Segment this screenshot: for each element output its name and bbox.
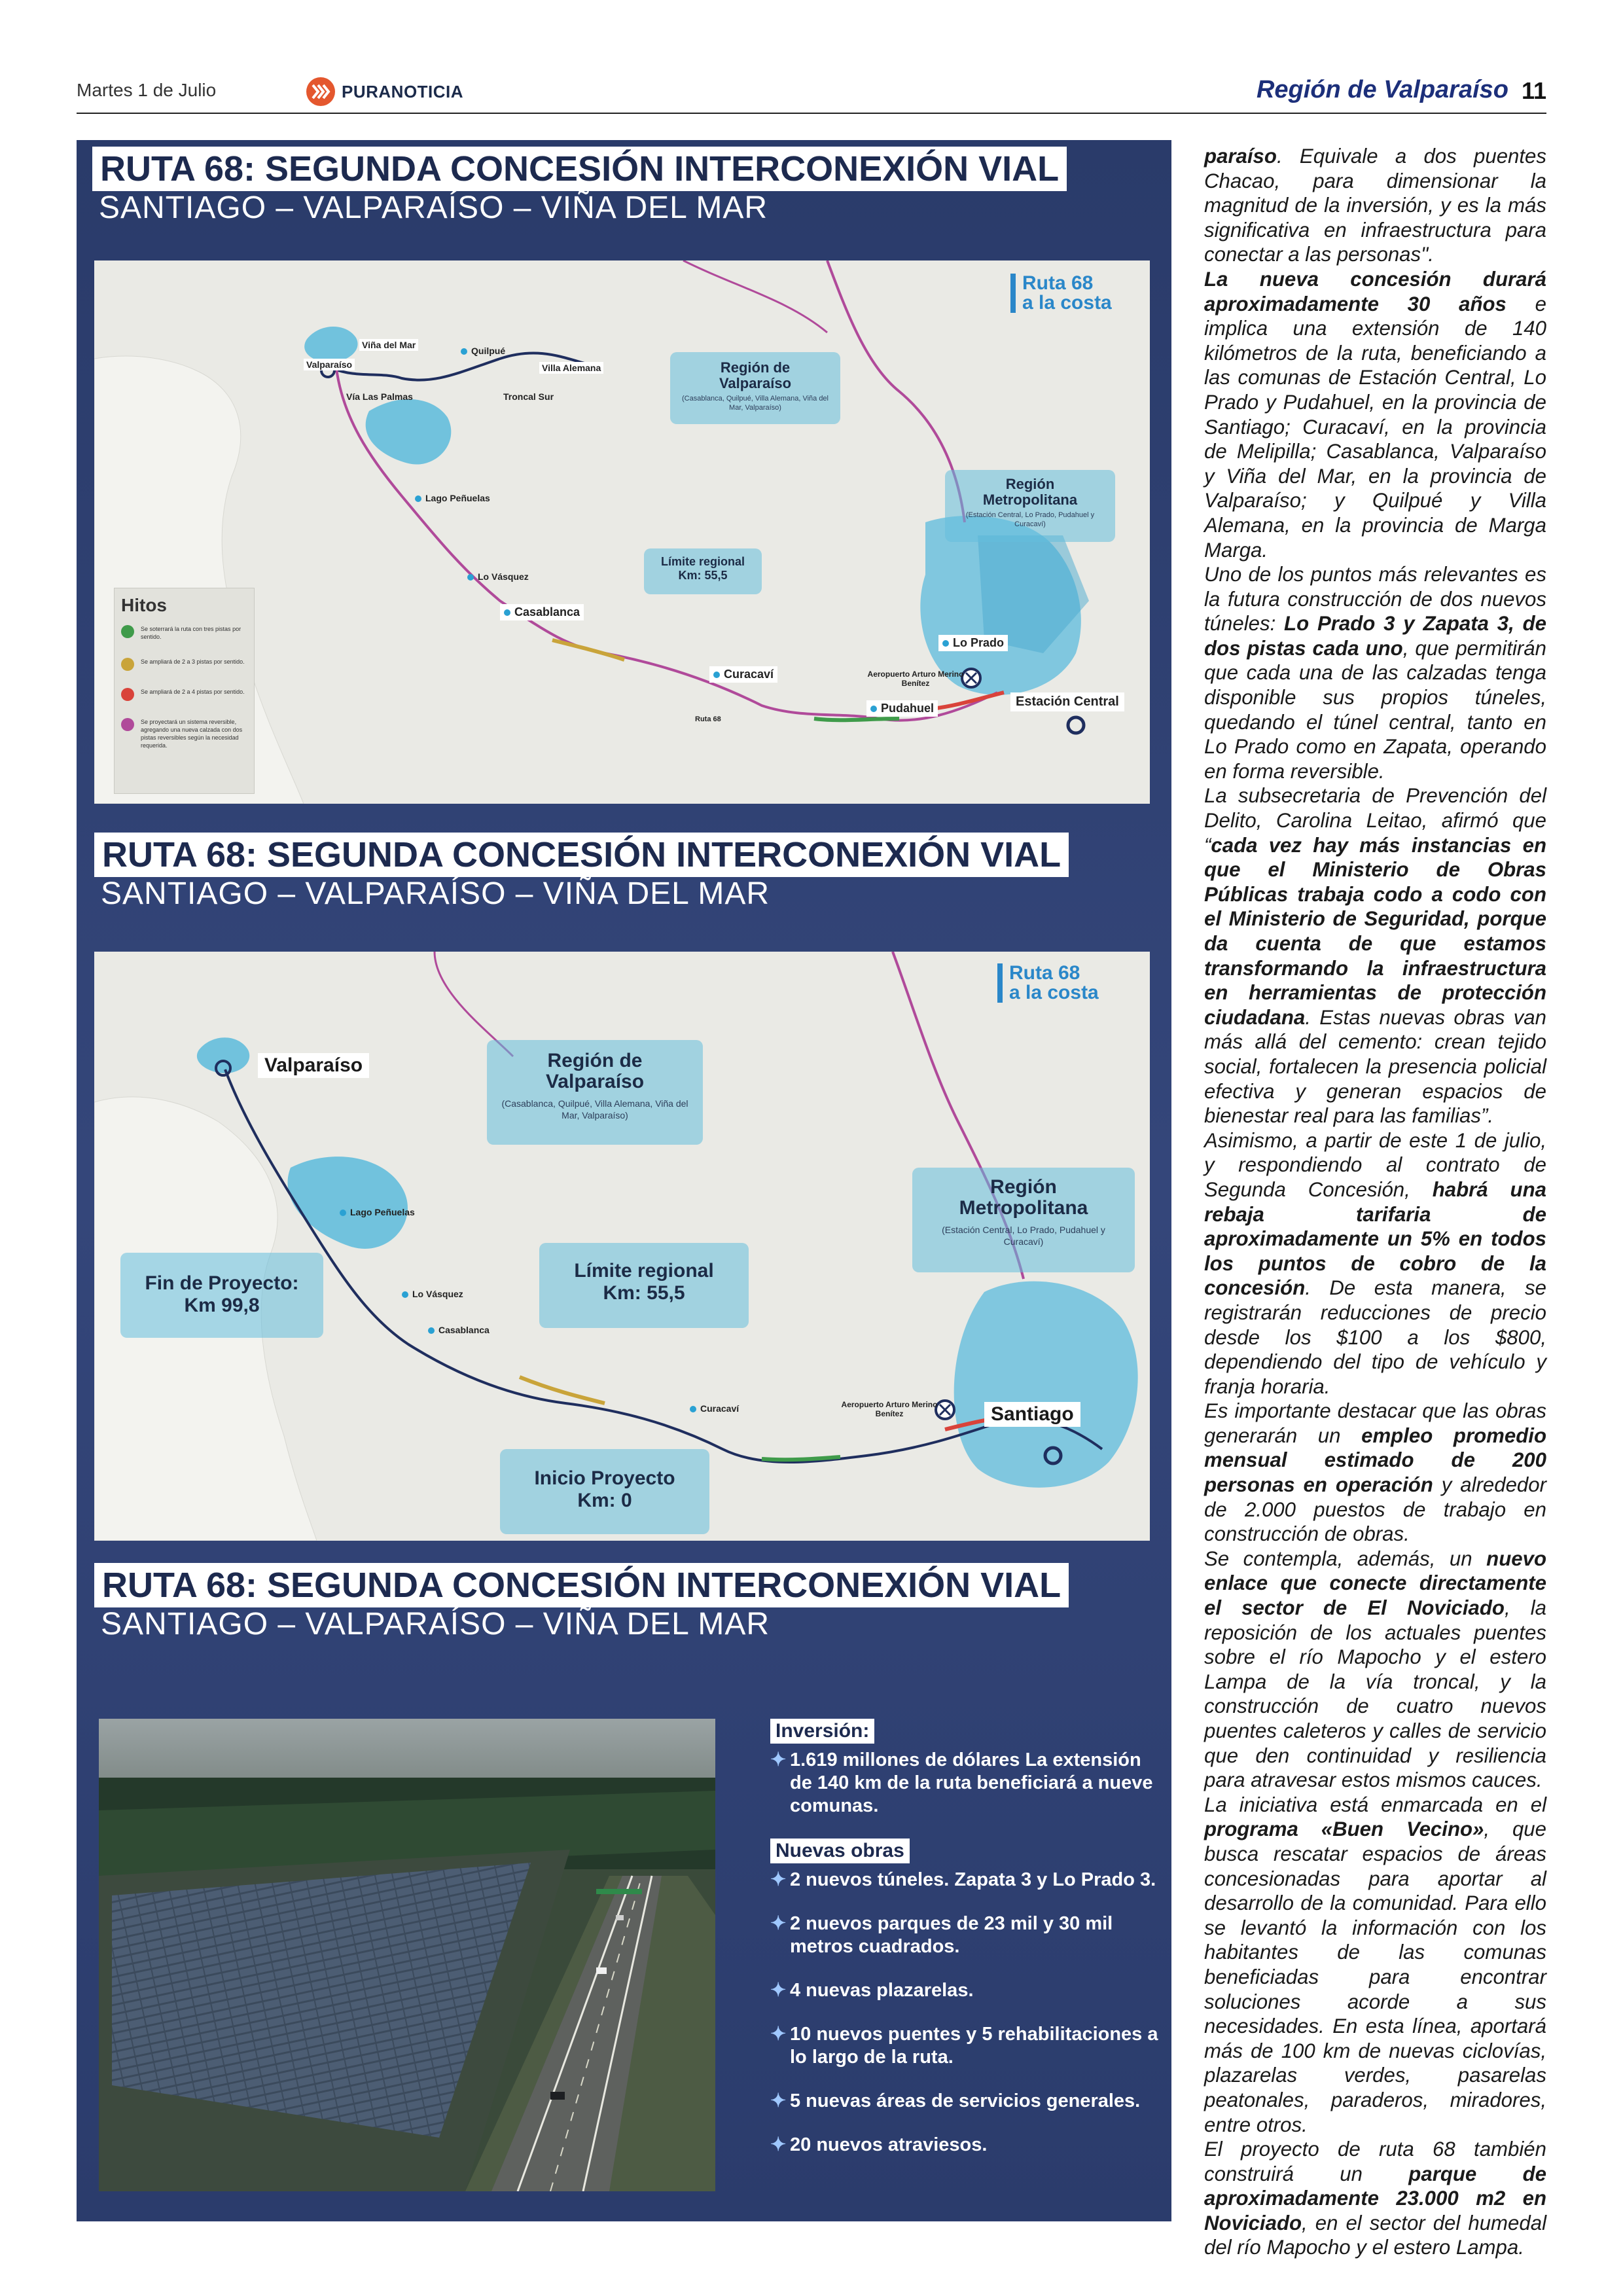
map1-label-lo-vasquez-text: Lo Vásquez [478,571,529,582]
article-paragraph [1204,1793,1546,2137]
map1-region-metropolitana-title: Región Metropolitana [982,476,1078,508]
hito-text: Se ampliará de 2 a 4 pistas por sentido. [141,689,245,695]
map2-inicio-proyecto [500,1449,709,1534]
map1-region-metropolitana-sub: (Estación Central, Lo Prado, Pudahuel y Curacaví) [965,511,1095,528]
map1-label-casablanca [500,604,584,620]
sparkle-icon: ✦ [770,2090,787,2111]
article-paragraph [1204,1399,1546,1547]
section-title: Región de Valparaíso [1256,76,1508,103]
article-text: La iniciativa está enmarcada en el [1204,1793,1546,1816]
map2-label-aeropuerto: Aeropuerto Arturo Merino Benítez [841,1400,938,1418]
logo-arrows-icon [306,77,335,106]
map2-label-casablanca [428,1325,490,1335]
map1-label-estacion-central: Estación Central [1010,692,1124,711]
map1-label-lago-penuelas-text: Lago Peñuelas [425,493,490,503]
map2-label-santiago: Santiago [984,1402,1080,1427]
article-text: Se contempla, además, un [1204,1547,1487,1570]
map1-label-pudahuel [866,700,938,717]
map2-region-metropolitana-sub: (Estación Central, Lo Prado, Pudahuel y Curacaví) [942,1225,1105,1247]
dot-icon [942,640,949,647]
map1-limite-regional [644,548,762,594]
hito-item [121,718,247,749]
article-text: , que busca rescatar espacios de áreas concesionadas para aportar al desarrollo de la comunidad. Para ello se levantó la información con los habitantes de las comunas beneficiadas para encontrar soluciones acorde a sus necesidades. En esta línea, aportará más de 100 km de nuevas ciclovías, plazarelas verdes, pasarelas peatonales, paraderos, miradores, entre otros. [1204,1818,1547,2136]
map2-region-metropolitana [912,1168,1135,1272]
map1-limite-km: Km: 55,5 [678,569,728,582]
obra-item [770,2023,1163,2069]
article-bold: nuevo enlace que conecte directamente el sector de El Noviciado [1204,1547,1546,1620]
map2-label-lago-penuelas [340,1207,415,1217]
article-text: e implica una extensión de 140 kilómetros de la ruta, beneficiando a las comunas de Estación Central, Lo Prado y Pudahuel, en la provincia de Santiago; Curacaví, en la provincia de Melipilla; Casablanca, Valparaíso y Viña del Mar, en la provincia de Valparaíso; y Quilpué y Villa Alemana, en la provincia de Marga Marga. [1204,292,1546,562]
map2-inicio-title: Inicio Proyecto [534,1467,675,1489]
infographic-title-3: RUTA 68: SEGUNDA CONCESIÓN INTERCONEXIÓN VIAL [94,1563,1069,1607]
map1-label-ruta68: Ruta 68 [695,715,721,723]
article-paragraph [1204,2137,1546,2260]
hito-item [121,658,247,671]
map2-region-valparaiso-title: Región de Valparaíso [545,1050,645,1092]
article-paragraph [1204,144,1546,267]
obra-item [770,1979,1163,2002]
obra-text: 4 nuevas plazarelas. [790,1980,974,2001]
map1-label-via-las-palmas: Vía Las Palmas [346,391,413,402]
dot-icon [690,1406,696,1412]
article-bold: paraíso [1204,145,1277,168]
dot-icon [870,706,877,712]
article-paragraph [1204,267,1546,562]
article-text: , la reposición de los actuales puentes sobre el río Mapocho y el estero Lampa de la vía troncal, y la construcción de cuatro nuevos puentes caleteros y calles de servicio que den continuidad y resiliencia para atravesar estos mismos cauces. [1204,1596,1546,1792]
photo-drawing [99,1719,715,2191]
article-paragraph [1204,1128,1546,1399]
hito-green-marker [121,625,134,638]
map1-label-casablanca-text: Casablanca [514,605,580,619]
inversion-text: 1.619 millones de dólares La extensión de 140 km de la ruta beneficiará a nueve comunas. [790,1749,1153,1816]
map1-region-valparaiso [670,352,840,424]
infographic-title-1: RUTA 68: SEGUNDA CONCESIÓN INTERCONEXIÓN VIAL [92,147,1067,191]
obra-item [770,1912,1163,1958]
sparkle-icon: ✦ [770,1869,787,1890]
infographic-title-2: RUTA 68: SEGUNDA CONCESIÓN INTERCONEXIÓN VIAL [94,833,1069,877]
map1-label-lo-vasquez [467,571,529,582]
map1-region-metropolitana [945,470,1115,542]
map2-region-metropolitana-title: Región Metropolitana [959,1176,1088,1219]
map2-fin-proyecto [120,1253,323,1338]
hito-text: Se soterrará la ruta con tres pistas por sentido. [141,626,241,640]
map2-label-valparaiso: Valparaíso [258,1053,369,1078]
article-bold: cada vez hay más instancias en que el Ministerio de Obras Públicas trabaja codo a codo con el Ministerio de Seguridad, porque da cuenta de que estamos transformando la infraestructura en herramientas de protección ciudadana [1204,833,1546,1029]
map1-label-curacavi [709,666,777,683]
map1-label-curacavi-text: Curacaví [724,668,774,681]
map2-limite-regional [539,1243,749,1328]
dot-icon [340,1210,346,1216]
inversion-item [770,1749,1163,1818]
project-facts [770,1719,1163,2178]
map2-label-curacavi [690,1403,739,1414]
map2-label-lo-vasquez [402,1289,463,1299]
article-bold: empleo promedio mensual estimado de 200 personas en operación [1204,1424,1546,1497]
ruta68-badge-2-line2: a la costa [1009,982,1099,1003]
sparkle-icon: ✦ [770,2024,787,2045]
map1-label-valparaiso: Valparaíso [304,359,355,370]
map1-label-villa-alemana: Villa Alemana [539,362,603,374]
map2-limite-title: Límite regional [574,1260,714,1282]
hito-yellow-marker [121,658,134,671]
article-text: Es importante destacar que las obras generarán un [1204,1399,1546,1447]
map2-limite-km: Km: 55,5 [603,1282,685,1304]
article-text: . Estas nuevas obras van más allá del cemento: crean tejido social, fortalecen la presencia policial efectiva y generan espacios de bienestar real para las familias”. [1204,1005,1546,1128]
ruta68-badge-2 [997,963,1099,1003]
dot-icon [467,574,474,581]
article-body [1204,144,1546,2260]
infographic-subtitle-3: SANTIAGO – VALPARAÍSO – VIÑA DEL MAR [101,1607,770,1641]
infographic-subtitle-2: SANTIAGO – VALPARAÍSO – VIÑA DEL MAR [101,876,770,911]
article-bold: La nueva concesión durará aproximadamente 30 años [1204,267,1546,315]
map1-label-lo-prado-text: Lo Prado [953,636,1005,649]
map1-label-lo-prado [938,635,1008,651]
map2-label-curacavi-text: Curacaví [700,1403,740,1414]
article-text: Asimismo, a partir de este 1 de julio, y respondiendo al contrato de Segunda Concesión, [1204,1128,1546,1201]
dot-icon [402,1291,408,1298]
article-bold: Lo Prado 3 y Zapata 3, de dos pistas cada uno [1204,612,1546,660]
map1-label-troncal-sur: Troncal Sur [503,391,554,402]
article-bold: parque de aproximadamente 23.000 m2 en Noviciado [1204,2162,1547,2234]
map2-label-lago-penuelas-text: Lago Peñuelas [350,1207,415,1217]
obra-text: 20 nuevos atraviesos. [790,2134,988,2155]
route-map-overview [94,952,1150,1541]
dot-icon [504,609,510,616]
obra-item [770,1869,1163,1892]
map1-region-valparaiso-sub: (Casablanca, Quilpué, Villa Alemana, Viña del Mar, Valparaíso) [681,395,829,412]
article-paragraph [1204,1547,1546,1793]
article-text: . De esta manera, se registrarán reducciones de precio desde los $100 a los $800, dependiendo del tipo de vehículo y franja horaria. [1204,1276,1546,1398]
map1-label-pudahuel-text: Pudahuel [881,702,935,715]
obras-heading: Nuevas obras [770,1839,910,1863]
map1-label-quilpue [461,346,505,356]
article-text: y alrededor de 2.000 puestos de trabajo en construcción de obras. [1204,1473,1546,1546]
ruta68-badge-line1: Ruta 68 [1022,272,1094,294]
obra-text: 5 nuevas áreas de servicios generales. [790,2090,1141,2111]
map1-label-aeropuerto: Aeropuerto Arturo Merino Benítez [867,670,964,688]
ruta68-badge [1010,274,1112,313]
page-number: 11 [1521,77,1546,104]
hito-purple-marker [121,718,134,731]
map1-legend-hitos [114,588,255,794]
map1-label-vina: Viña del Mar [359,339,418,351]
map1-limite-title: Límite regional [660,555,745,568]
article-text: El proyecto de ruta 68 también construirá un [1204,2138,1546,2185]
obra-text: 2 nuevos túneles. Zapata 3 y Lo Prado 3. [790,1869,1156,1890]
header-date: Martes 1 de Julio [77,80,217,100]
ruta68-badge-line2: a la costa [1022,292,1112,314]
article-paragraph [1204,783,1546,1128]
map2-label-lo-vasquez-text: Lo Vásquez [412,1289,463,1299]
article-paragraph [1204,562,1546,783]
article-text: , que permitirán que cada una de las calzadas tenga disponible sus propios túneles, quedando el túnel central, tanto en Lo Prado como en Zapata, operando en forma reversible. [1204,636,1546,783]
dot-icon [713,672,720,678]
map2-fin-title: Fin de Proyecto: [145,1272,299,1294]
article-text: . Equivale a dos puentes Chacao, para dimensionar la magnitud de la inversión, y es la más significativa en infraestructura para conectar a las personas". [1204,145,1546,266]
article-text: La subsecretaria de Prevención del Delito, Carolina Leitao, afirmó que “ [1204,784,1546,857]
inversion-heading: Inversión: [770,1719,874,1744]
hito-item [121,688,247,701]
map2-region-valparaiso [487,1040,703,1145]
map2-fin-km: Km 99,8 [184,1295,260,1316]
aerial-highway-photo [99,1719,715,2191]
ruta68-badge-2-line1: Ruta 68 [1009,962,1080,984]
dot-icon [415,495,421,502]
infographic-subtitle-1: SANTIAGO – VALPARAÍSO – VIÑA DEL MAR [99,190,768,225]
obra-item [770,2090,1163,2113]
sparkle-icon: ✦ [770,2134,787,2155]
header-divider [77,113,1546,114]
hitos-title: Hitos [121,595,167,615]
hito-item [121,625,247,641]
article-text: , en el sector del humedal del río Mapocho y el estero Lampa. [1204,2211,1546,2259]
map2-label-casablanca-text: Casablanca [438,1325,490,1335]
obra-item [770,2134,1163,2157]
map2-region-valparaiso-sub: (Casablanca, Quilpué, Villa Alemana, Viña del Mar, Valparaíso) [501,1098,688,1121]
sparkle-icon: ✦ [770,1749,787,1770]
article-bold: programa «Buen Vecino» [1204,1818,1484,1841]
hito-text: Se proyectará un sistema reversible, agregando una nueva calzada con dos pistas reversibles según la necesidad requerida. [141,719,243,749]
hito-text: Se ampliará de 2 a 3 pistas por sentido. [141,658,245,665]
map1-label-lago-penuelas [415,493,490,503]
sparkle-icon: ✦ [770,1913,787,1934]
map1-label-quilpue-text: Quilpué [471,346,506,356]
article-text: Uno de los puntos más relevantes es la futura construcción de dos nuevos túneles: [1204,563,1546,636]
dot-icon [461,348,467,355]
map2-inicio-km: Km: 0 [577,1490,632,1511]
obra-text: 10 nuevos puentes y 5 rehabilitaciones a lo largo de la ruta. [790,2024,1158,2068]
logo-text: PURANOTICIA [342,81,464,101]
obra-text: 2 nuevos parques de 23 mil y 30 mil metros cuadrados. [790,1913,1113,1957]
article-bold: habrá una rebaja tarifaria de aproximadamente un 5% en todos los puntos de cobro de la concesión [1204,1177,1546,1300]
map1-region-valparaiso-title: Región de Valparaíso [719,359,792,391]
hito-red-marker [121,688,134,701]
dot-icon [428,1327,435,1334]
puranoticia-logo [306,77,463,106]
route-map-detailed [94,260,1150,804]
infographic-panel [77,140,1171,2221]
sparkle-icon: ✦ [770,1980,787,2001]
